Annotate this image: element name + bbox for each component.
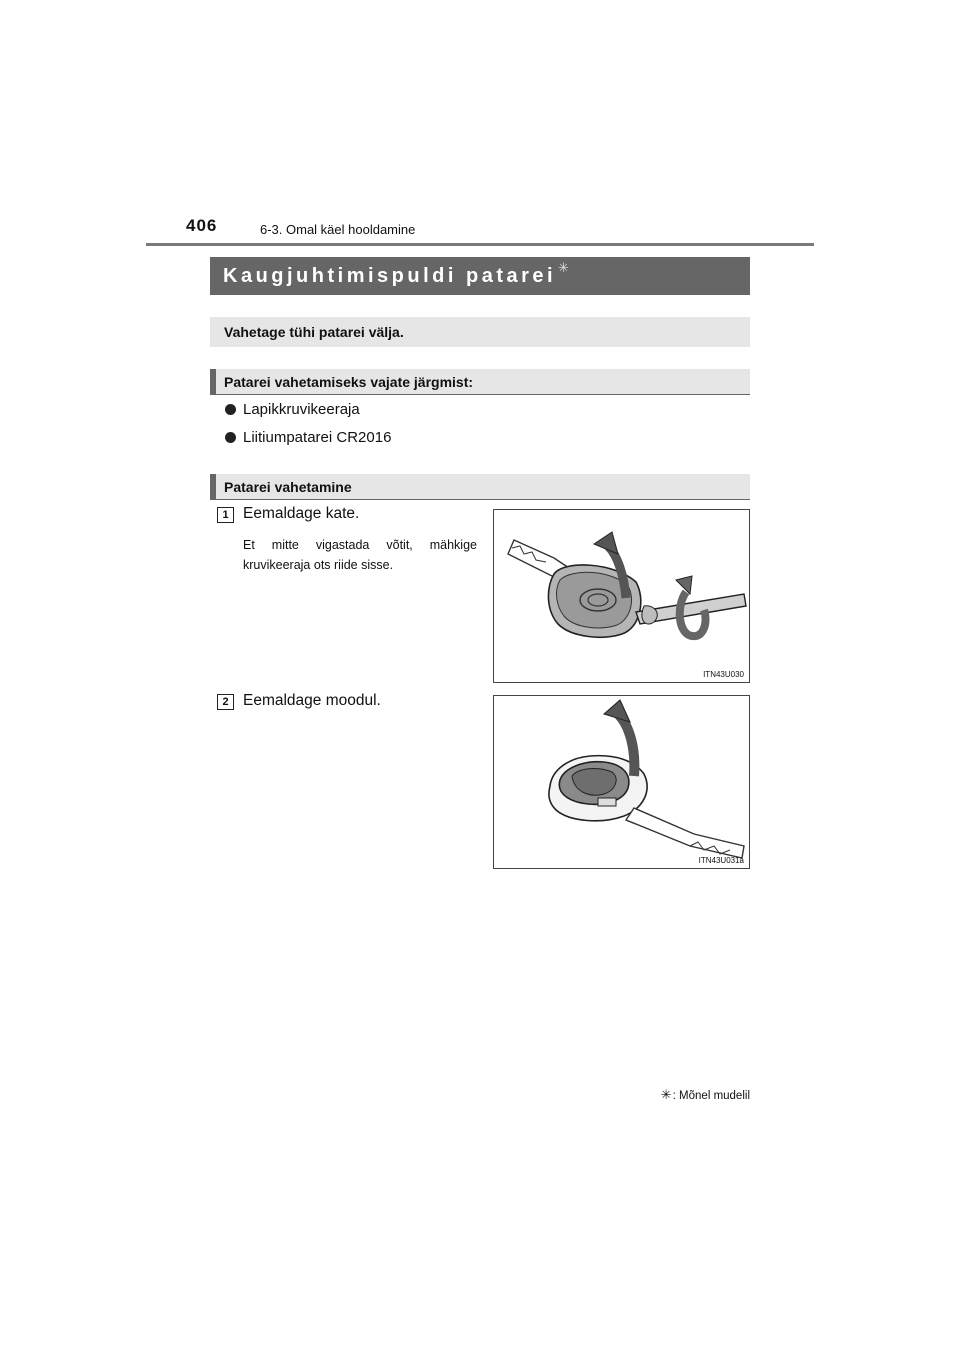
figure-code: ITN43U030 [703, 670, 744, 679]
figure-remove-module [493, 695, 750, 869]
key-cover-illustration [494, 510, 749, 682]
footnote [661, 1087, 750, 1103]
list-item [225, 401, 360, 418]
key-module-illustration [494, 696, 749, 868]
step-number: 1 [217, 507, 234, 523]
needs-heading: Patarei vahetamiseks vajate järgmist: [210, 369, 750, 395]
section-title-bar [210, 257, 750, 295]
footnote-text: : Mõnel mudelil [672, 1090, 750, 1102]
procedure-heading: Patarei vahetamine [210, 474, 750, 500]
bullet-icon [225, 404, 236, 415]
list-item [225, 429, 391, 446]
figure-remove-cover [493, 509, 750, 683]
step-instruction: Eemaldage moodul. [243, 692, 381, 709]
section-title: Kaugjuhtimispuldi patarei [223, 265, 557, 287]
list-item-label: Lapikkruvikeeraja [243, 401, 360, 418]
step-note: Et mitte vigastada võtit, mähkige kruvikeeraja ots riide sisse. [243, 538, 477, 572]
section-reference: 6-3. Omal käel hooldamine [260, 222, 416, 237]
bullet-icon [225, 432, 236, 443]
header-divider [146, 243, 814, 246]
list-item-label: Liitiumpatarei CR2016 [243, 429, 392, 446]
figure-code: ITN43U031a [698, 856, 744, 865]
step-number: 2 [217, 694, 234, 710]
page-number: 406 [186, 216, 218, 235]
intro-box: Vahetage tühi patarei välja. [210, 317, 750, 347]
asterisk-icon: ✳ [660, 1087, 672, 1102]
step-instruction: Eemaldage kate. [243, 505, 360, 522]
asterisk-icon: ✳ [558, 260, 569, 275]
